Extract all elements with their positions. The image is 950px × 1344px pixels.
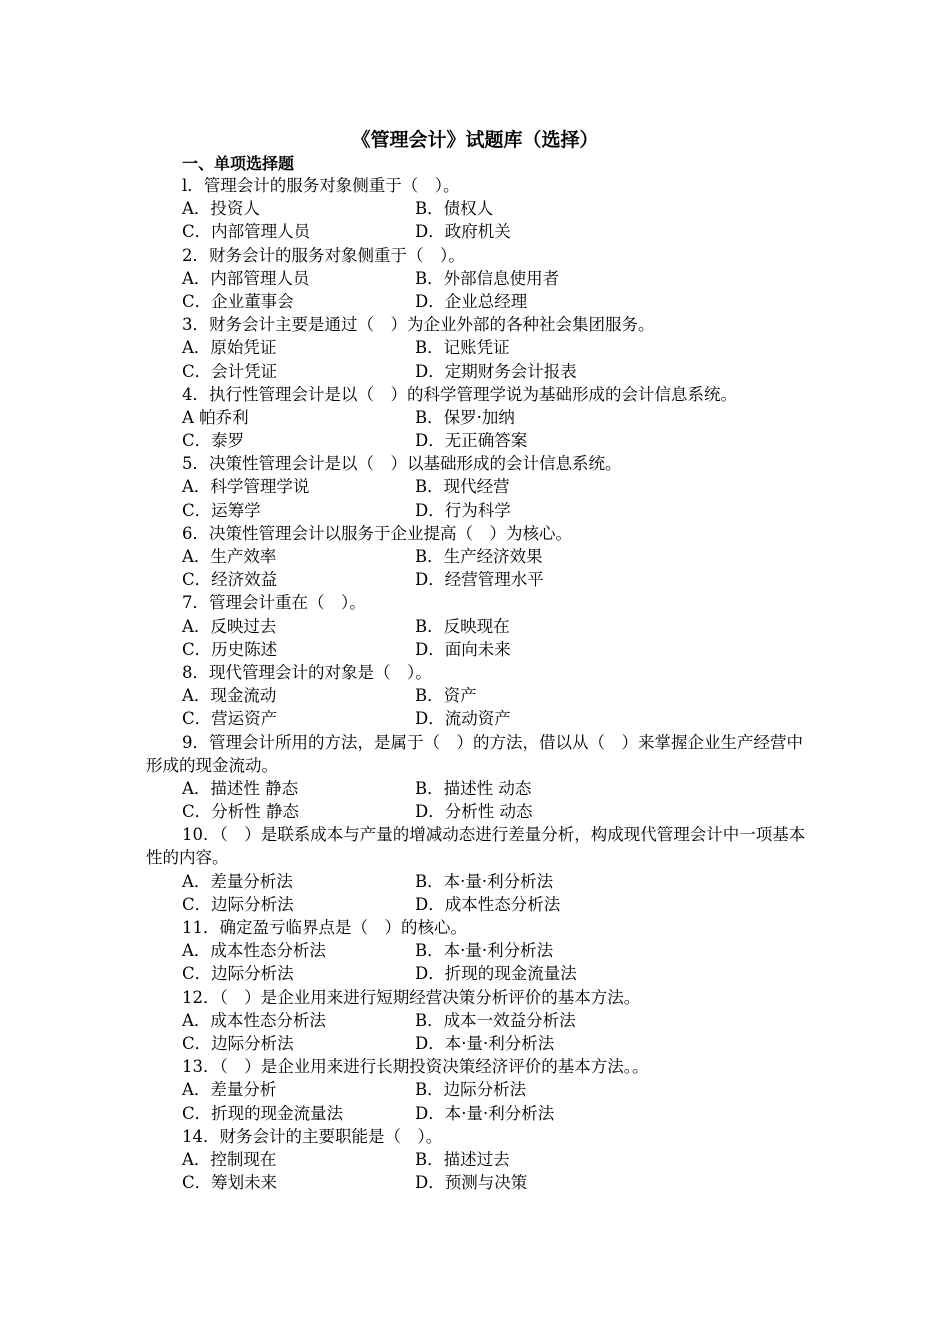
option-b: B．成本一效益分析法 (415, 1010, 576, 1030)
options-row (0, 1009, 950, 1032)
option-a: A．控制现在 (182, 1149, 277, 1169)
question-item (0, 661, 950, 731)
option-b: B．本·量·利分析法 (415, 941, 554, 961)
option-d: D．折现的现金流量法 (415, 964, 577, 984)
option-a: A．生产效率 (182, 547, 277, 566)
option-c: C．泰罗 (182, 431, 245, 451)
question-item (0, 174, 950, 244)
options-row (0, 197, 950, 220)
options-row (0, 777, 950, 800)
option-d: D．成本性态分析法 (415, 894, 561, 914)
option-b: B．描述过去 (415, 1149, 510, 1169)
question-list (0, 174, 950, 1194)
option-b: B．资产 (415, 686, 477, 706)
options-row (0, 1171, 950, 1194)
option-d: D．本·量·利分析法 (415, 1034, 555, 1053)
options-row (0, 962, 950, 985)
question-text: 5．决策性管理会计是以（ ）以基础形成的会计信息系统。 (182, 454, 622, 474)
option-d: D．面向未来 (415, 639, 511, 659)
options-row (0, 406, 950, 429)
option-d: D．本·量·利分析法 (415, 1103, 555, 1123)
option-b: B．记账凭证 (415, 338, 510, 358)
options-row (0, 1148, 950, 1171)
option-c: C．筹划未来 (182, 1173, 278, 1193)
options-row (0, 939, 950, 962)
option-c: C．会计凭证 (182, 361, 278, 381)
options-row (0, 475, 950, 498)
options-row (0, 499, 950, 522)
question-item (0, 1125, 950, 1195)
options-row (0, 568, 950, 591)
options-row (0, 707, 950, 730)
question-item (0, 383, 950, 453)
question-item (0, 731, 950, 824)
option-b: B．边际分析法 (415, 1080, 527, 1100)
option-a: A．现金流动 (182, 686, 277, 706)
question-text: 3．财务会计主要是通过（ ）为企业外部的各种社会集团服务。 (182, 315, 655, 335)
option-c: C．分析性 静态 (182, 802, 299, 822)
option-a: A．原始凭证 (182, 338, 277, 358)
option-a: A．科学管理学说 (182, 477, 310, 497)
options-row (0, 893, 950, 916)
option-a: A 帕乔利 (182, 407, 249, 427)
option-a: A．投资人 (182, 199, 260, 219)
option-b: B．外部信息使用者 (415, 268, 560, 288)
question-text: 4．执行性管理会计是以（ ）的科学管理学说为基础形成的会计信息系统。 (182, 384, 737, 404)
option-d: D．流动资产 (415, 709, 511, 729)
option-a: A．差量分析法 (182, 871, 293, 891)
option-d: D．经营管理水平 (415, 570, 544, 590)
option-c: C．企业董事会 (182, 291, 294, 311)
options-row (0, 638, 950, 661)
options-row (0, 429, 950, 452)
options-row (0, 870, 950, 893)
option-a: A．内部管理人员 (182, 268, 310, 288)
option-c: C．历史陈述 (182, 639, 278, 659)
option-d: D．行为科学 (415, 500, 511, 520)
option-b: B．描述性 动态 (415, 778, 532, 798)
option-b: B．债权人 (415, 199, 494, 219)
options-row (0, 615, 950, 638)
option-a: A．描述性 静态 (182, 778, 299, 798)
option-c: C．内部管理人员 (182, 222, 311, 242)
option-d: D．企业总经理 (415, 291, 528, 311)
options-row (0, 360, 950, 383)
question-text: 2．财务会计的服务对象侧重于（ ）。 (182, 245, 465, 265)
question-text: l．管理会计的服务对象侧重于（ ）。 (182, 176, 460, 195)
option-a: A．反映过去 (182, 616, 277, 636)
option-c: C．边际分析法 (182, 964, 294, 984)
options-row (0, 1032, 950, 1055)
options-row (0, 545, 950, 568)
option-b: B．保罗·加纳 (415, 407, 515, 427)
question-item (0, 522, 950, 592)
section-heading: 一、单项选择题 (182, 154, 295, 173)
option-d: D．政府机关 (415, 222, 511, 242)
options-row (0, 800, 950, 823)
options-row (0, 290, 950, 313)
option-c: C．折现的现金流量法 (182, 1103, 344, 1123)
option-c: C．经济效益 (182, 570, 278, 590)
options-row (0, 1078, 950, 1101)
question-text: 11．确定盈亏临界点是（ ）的核心。 (182, 918, 467, 938)
question-text: 10．（ ）是联系成本与产量的增减动态进行差量分析，构成现代管理会计中一项基本性的内容。 (146, 825, 806, 868)
options-row (0, 684, 950, 707)
options-row (0, 267, 950, 290)
question-item (0, 244, 950, 314)
option-a: A．差量分析 (182, 1080, 277, 1100)
option-b: B．生产经济效果 (415, 547, 543, 566)
question-text: 8．现代管理会计的对象是（ ）。 (182, 662, 432, 682)
option-b: B．现代经营 (415, 477, 510, 497)
question-text: 9．管理会计所用的方法，是属于（ ）的方法，借以从（ ）来掌握企业生产经营中形成的现金流动。 (146, 732, 803, 775)
option-a: A．成本性态分析法 (182, 1010, 326, 1030)
question-text: 7．管理会计重在（ ）。 (182, 593, 366, 613)
option-a: A．成本性态分析法 (182, 941, 326, 961)
option-b: B．本·量·利分析法 (415, 871, 554, 891)
document-title: 《管理会计》试题库（选择） (351, 129, 599, 151)
option-c: C．运筹学 (182, 500, 261, 520)
option-b: B．反映现在 (415, 616, 510, 636)
option-d: D．无正确答案 (415, 431, 528, 451)
option-c: C．边际分析法 (182, 1034, 294, 1053)
options-row (0, 1102, 950, 1125)
question-item (0, 1055, 950, 1125)
option-d: D．分析性 动态 (415, 802, 533, 822)
question-text: 14．财务会计的主要职能是（ ）。 (182, 1126, 443, 1146)
options-row (0, 220, 950, 243)
options-row (0, 336, 950, 359)
question-text: 13．（ ）是企业用来进行长期投资决策经济评价的基本方法。。 (182, 1057, 649, 1077)
question-text: 6．决策性管理会计以服务于企业提高（ ）为核心。 (182, 523, 572, 543)
question-item (0, 313, 950, 383)
question-text: 12．（ ）是企业用来进行短期经营决策分析评价的基本方法。 (182, 987, 641, 1007)
option-c: C．边际分析法 (182, 894, 294, 914)
question-item (0, 823, 950, 916)
option-d: D．定期财务会计报表 (415, 361, 577, 381)
question-item (0, 591, 950, 661)
question-item (0, 452, 950, 522)
question-item (0, 916, 950, 986)
option-d: D．预测与决策 (415, 1173, 528, 1193)
option-c: C．营运资产 (182, 709, 278, 729)
question-item (0, 986, 950, 1056)
